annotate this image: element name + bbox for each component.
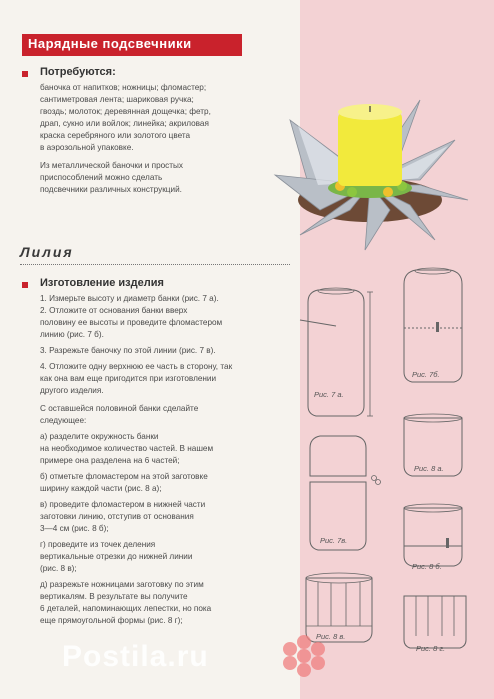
watermark-flower-icon (278, 630, 488, 682)
instruction-line: вертикальные отрезки до нижней линии (40, 552, 193, 561)
figure-label-8v: Рис. 8 в. (316, 632, 346, 641)
section-divider (20, 264, 290, 265)
instruction-line: 3—4 см (рис. 8 б); (40, 524, 109, 533)
materials-line: Из металлической баночки и простых (40, 161, 184, 170)
instruction-line: как она вам еще пригодится при изготовлении (40, 374, 217, 383)
figure-7a-drawing (296, 284, 376, 424)
instruction-line: еще прямоугольной формы (рис. 8 г); (40, 616, 183, 625)
materials-line: сантиметровая лента; шариковая ручка; (40, 95, 194, 104)
instruction-line: (рис. 8 в); (40, 564, 77, 573)
figure-label-8g: Рис. 8 г. (416, 644, 446, 653)
materials-line: гвоздь; молоток; деревянная дощечка; фетр, (40, 107, 211, 116)
instruction-line: линию (рис. 7 б). (40, 330, 104, 339)
figure-label-7a: Рис. 7 а. (314, 390, 344, 399)
instruction-line: следующее: (40, 416, 87, 425)
watermark-text: Postila.ru (62, 640, 209, 673)
instruction-line: на необходимое количество частей. В нашем (40, 444, 214, 453)
instruction-line: 2. Отложите от основания банки вверх (40, 306, 188, 315)
instruction-line: а) разделите окружность банки (40, 432, 159, 441)
instruction-line: 6 деталей, напоминающих лепестки, но пока (40, 604, 212, 613)
instruction-line: б) отметьте фломастером на этой заготовке (40, 472, 208, 481)
instruction-line: половину ее высоты и проведите фломастером (40, 318, 223, 327)
materials-line: драп, сукно или войлок; линейка; акриловая (40, 119, 209, 128)
figure-label-8a: Рис. 8 а. (414, 464, 444, 473)
instruction-line: д) разрежьте ножницами заготовку по этим (40, 580, 204, 589)
instruction-line: 4. Отложите одну верхнюю ее часть в сторону, так (40, 362, 233, 371)
section-title: Лилия (20, 244, 74, 260)
figure-label-7b: Рис. 7б. (412, 370, 440, 379)
instruction-line: в) проведите фломастером в нижней части (40, 500, 206, 509)
instruction-line: 3. Разрежьте баночку по этой линии (рис. 7 в). (40, 346, 216, 355)
figure-7b-drawing (398, 266, 468, 386)
materials-line: приспособлений можно сделать (40, 173, 163, 182)
making-heading: Изготовление изделия (40, 277, 164, 289)
figure-label-8b: Рис. 8 б. (412, 562, 442, 571)
figure-label-7v: Рис. 7в. (320, 536, 348, 545)
page-title: Нарядные подсвечники (28, 36, 192, 51)
figure-8b-drawing (400, 500, 466, 570)
materials-line: краска серебряного или золотого цвета (40, 131, 191, 140)
instruction-line: вертикалям. В результате вы получите (40, 592, 188, 601)
instruction-line: другого изделия. (40, 386, 104, 395)
materials-heading: Потребуются: (40, 66, 116, 78)
materials-line: баночка от напитков; ножницы; фломастер; (40, 83, 207, 92)
instruction-line: заготовки линию, отступив от основания (40, 512, 194, 521)
instruction-line: ширину каждой части (рис. 8 а); (40, 484, 162, 493)
bullet-icon (22, 282, 28, 288)
instruction-line: С оставшейся половиной банки сделайте (40, 404, 199, 413)
bullet-icon (22, 71, 28, 77)
instruction-line: примере она разделена на 6 частей; (40, 456, 180, 465)
materials-line: в аэрозольной упаковке. (40, 143, 134, 152)
instruction-line: г) проведите из точек деления (40, 540, 156, 549)
materials-line: подсвечники различных конструкций. (40, 185, 182, 194)
lily-candle-illustration (270, 60, 470, 250)
instruction-line: 1. Измерьте высоту и диаметр банки (рис. 7 а). (40, 294, 219, 303)
